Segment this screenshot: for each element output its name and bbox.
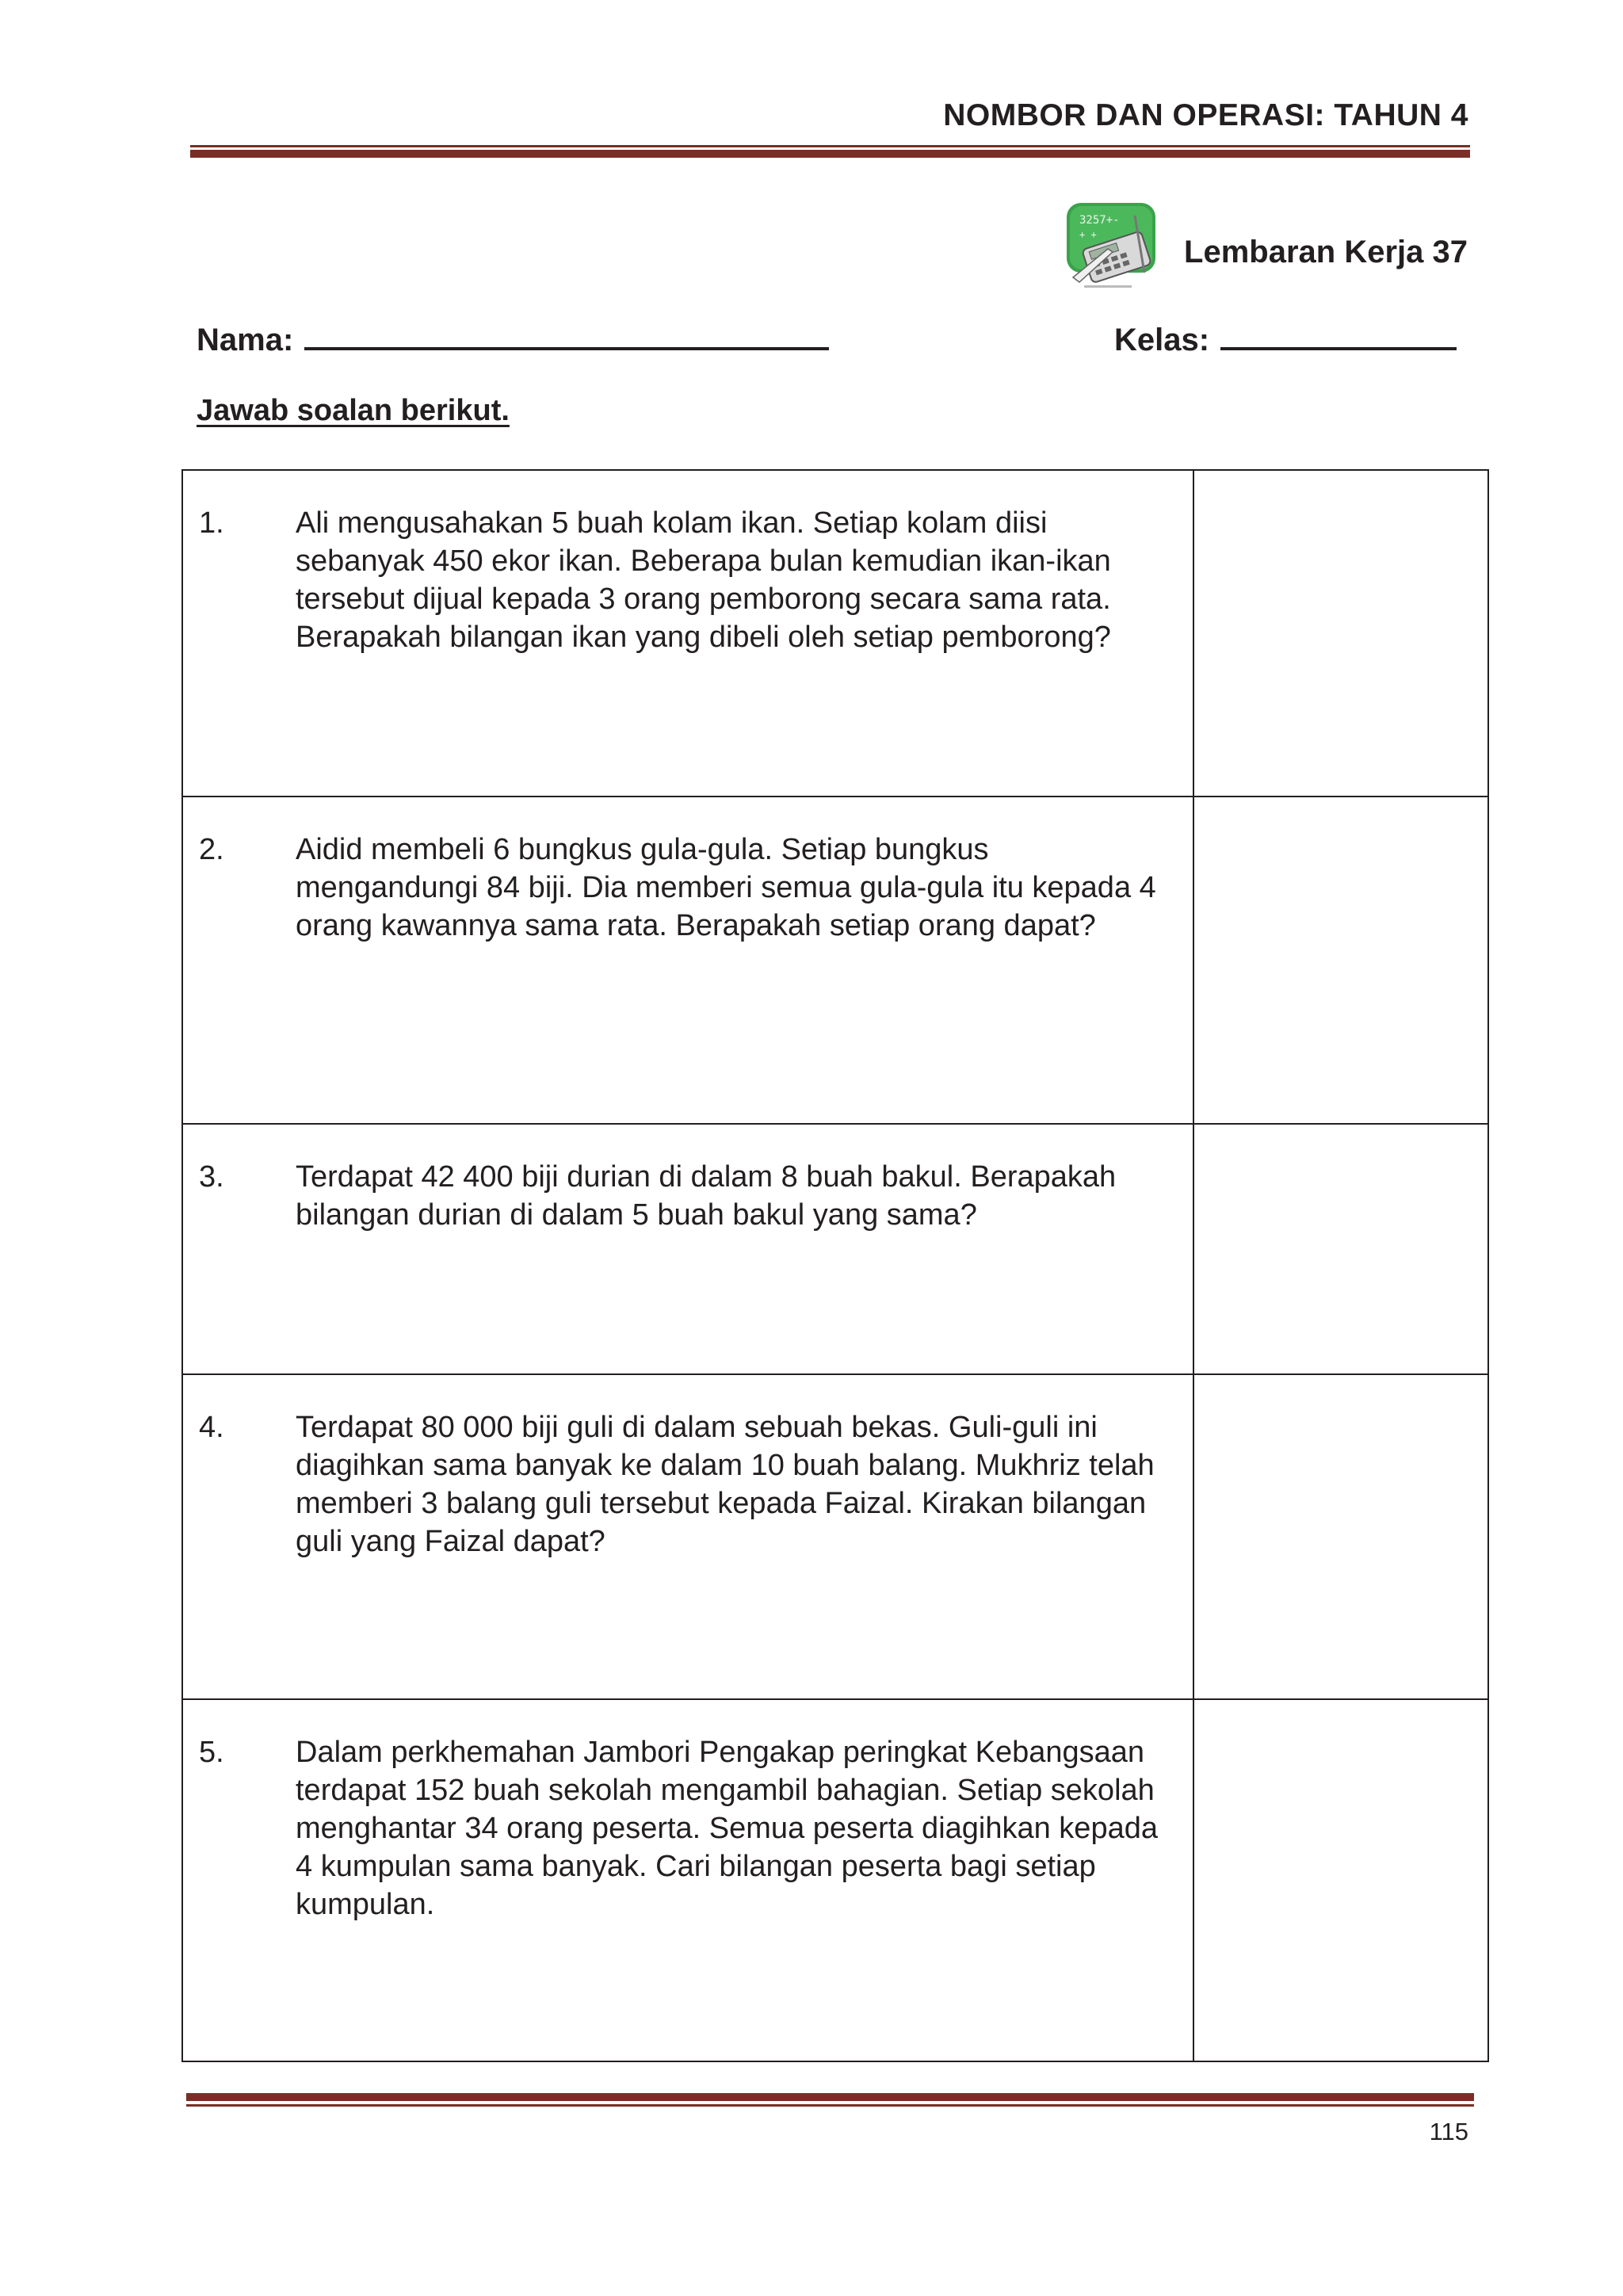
question-number: 5. (199, 1736, 224, 1769)
svg-text:+ +: + + (1079, 229, 1097, 240)
name-field[interactable] (197, 320, 829, 358)
question-number: 1. (199, 506, 224, 540)
answer-cell[interactable] (1193, 1699, 1488, 2061)
question-text: Terdapat 80 000 biji guli di dalam sebuah bekas. Guli-guli ini diagihkan sama banyak ke dalam 10 buah balang. Mukhriz telah memberi 3 balang guli tersebut kepada Faizal. Kirakan bilangan guli yang Faizal dapat? (296, 1411, 1155, 1558)
question-number: 2. (199, 833, 224, 866)
question-cell (182, 1699, 1193, 2061)
worksheet-label: Lembaran Kerja 37 (1184, 235, 1468, 269)
question-text: Aidid membeli 6 bungkus gula-gula. Setiap bungkus mengandungi 84 biji. Dia memberi semua gula-gula itu kepada 4 orang kawannya sama rata. Berapakah setiap orang dapat? (296, 833, 1156, 942)
header-title: NOMBOR DAN OPERASI: TAHUN 4 (943, 98, 1468, 132)
instruction: Jawab soalan berikut. (197, 394, 510, 427)
name-blank-line[interactable] (304, 320, 829, 350)
calculator-chalkboard-icon (1062, 200, 1160, 293)
header-rule (190, 145, 1470, 158)
question-cell (182, 797, 1193, 1124)
table-row (182, 1699, 1488, 2061)
question-text: Dalam perkhemahan Jambori Pengakap peringkat Kebangsaan terdapat 152 buah sekolah mengambil bahagian. Setiap sekolah menghantar 34 orang peserta. Semua peserta diagihkan kepada 4 kumpulan sama banyak. Cari bilangan peserta bagi setiap kumpulan. (296, 1736, 1158, 1921)
questions-table (181, 469, 1489, 2062)
class-label: Kelas: (1114, 323, 1210, 357)
question-cell (182, 1374, 1193, 1699)
answer-cell[interactable] (1193, 1124, 1488, 1374)
question-cell (182, 1124, 1193, 1374)
page-number: 115 (1429, 2118, 1468, 2145)
table-row (182, 1124, 1488, 1374)
question-number: 4. (199, 1411, 224, 1444)
answer-cell[interactable] (1193, 1374, 1488, 1699)
logo-board-text: 3257+- (1079, 214, 1120, 227)
table-row (182, 797, 1488, 1124)
answer-cell[interactable] (1193, 797, 1488, 1124)
question-text: Terdapat 42 400 biji durian di dalam 8 buah bakul. Berapakah bilangan durian di dalam 5 buah bakul yang sama? (296, 1160, 1117, 1232)
table-row (182, 1374, 1488, 1699)
question-text: Ali mengusahakan 5 buah kolam ikan. Setiap kolam diisi sebanyak 450 ekor ikan. Beberapa bulan kemudian ikan-ikan tersebut dijual kepada 3 orang pemborong secara sama rata. Berapakah bilangan ikan yang dibeli oleh setiap pemborong? (296, 506, 1111, 654)
question-cell (182, 470, 1193, 797)
class-blank-line[interactable] (1220, 320, 1457, 350)
question-number: 3. (199, 1160, 224, 1194)
table-row (182, 470, 1488, 797)
class-field[interactable] (1114, 320, 1457, 358)
name-label: Nama: (197, 323, 294, 357)
answer-cell[interactable] (1193, 470, 1488, 797)
footer-rule (186, 2093, 1474, 2107)
